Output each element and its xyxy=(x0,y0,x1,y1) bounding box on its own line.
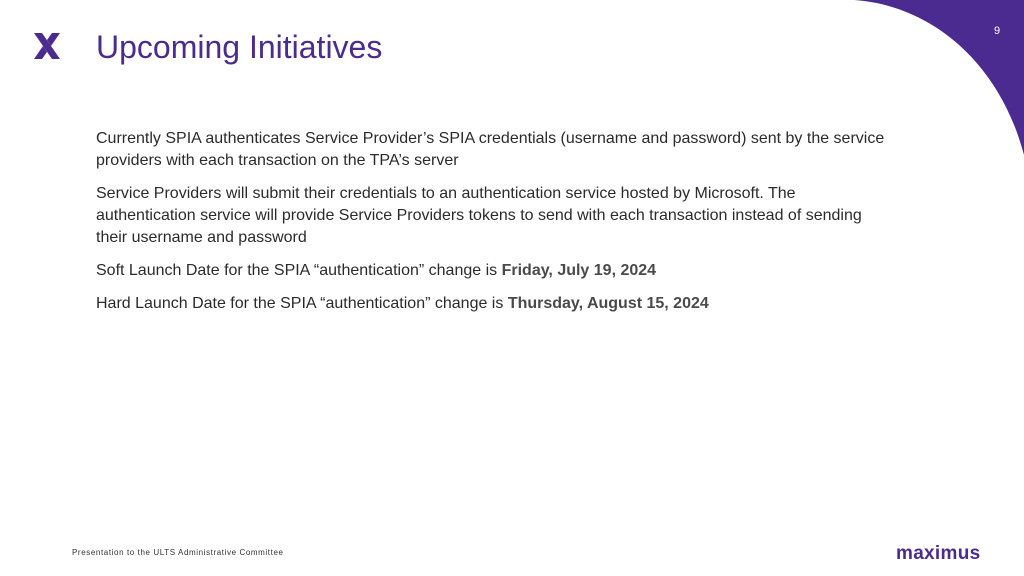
paragraph-text: Hard Launch Date for the SPIA “authentication” change is xyxy=(96,295,508,312)
maximus-x-logo-icon xyxy=(32,31,62,61)
body-content xyxy=(96,128,896,326)
soft-launch-date: Friday, July 19, 2024 xyxy=(501,262,657,279)
paragraph-current-auth xyxy=(96,128,896,172)
paragraph-text: Currently SPIA authenticates Service Provider’s SPIA credentials (username and password) sent by the service providers with each transaction on the TPA’s server xyxy=(96,130,885,169)
page-title: Upcoming Initiatives xyxy=(96,29,383,65)
hard-launch-date: Thursday, August 15, 2024 xyxy=(507,295,709,312)
maximus-brand-logo: maximus xyxy=(896,543,981,564)
paragraph-text: Soft Launch Date for the SPIA “authentication” change is xyxy=(96,262,502,279)
page-number: 9 xyxy=(993,25,1001,37)
paragraph-text: Service Providers will submit their credentials to an authentication service hosted by Microsoft. The authentication service will provide Service Providers tokens to send with each transaction instead of sending their username and password xyxy=(96,185,862,246)
footer-text: Presentation to the ULTS Administrative Committee xyxy=(72,548,284,557)
paragraph-new-auth xyxy=(96,183,896,249)
paragraph-soft-launch xyxy=(96,260,896,282)
paragraph-hard-launch xyxy=(96,293,896,315)
